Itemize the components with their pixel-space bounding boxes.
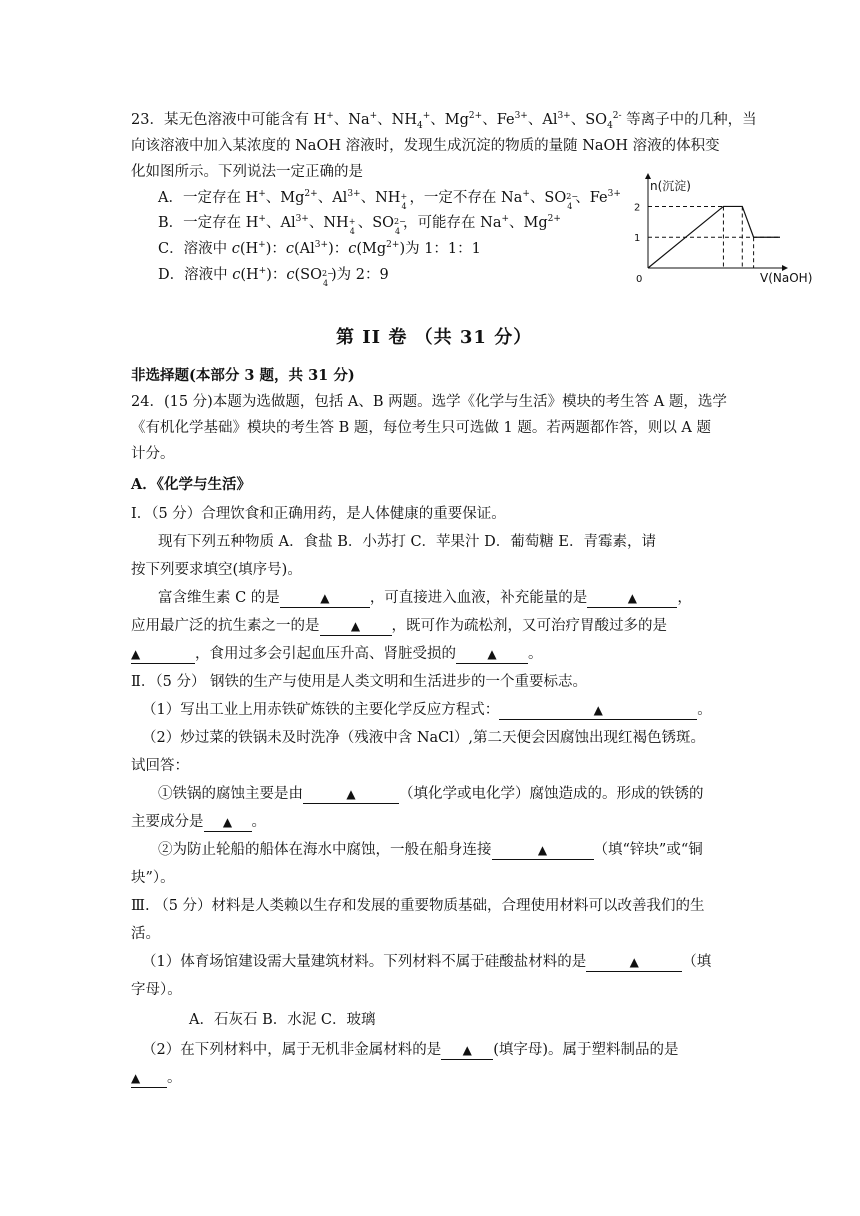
text: 、SO (570, 112, 608, 128)
text: 、Mg (265, 190, 305, 206)
triangle-icon: ▲ (627, 591, 637, 605)
text: ，可能存在 Na (403, 215, 502, 231)
part-ii-heading: Ⅱ．（5 分） 钢铁的生产与使用是人类文明和生活进步的一个重要标志。 (131, 674, 588, 690)
text: c (286, 267, 295, 283)
answer-blank[interactable] (492, 841, 594, 860)
text: 。 (251, 814, 266, 830)
answer-blank[interactable] (131, 645, 195, 664)
part-ii-q2-i-cont (131, 812, 266, 832)
part-iii-q1 (142, 952, 711, 972)
triangle-icon: ▲ (320, 591, 330, 605)
part-ii-q2-cont: 试回答： (131, 758, 189, 774)
answer-blank[interactable] (587, 589, 677, 608)
text: c (231, 241, 240, 257)
part-a-heading: A．《化学与生活》 (131, 476, 251, 493)
text: 、Fe (575, 190, 608, 206)
text: （填“锌块”或“铜 (593, 842, 703, 858)
part-i-line3 (158, 588, 692, 608)
text: c (348, 241, 357, 257)
text: （1）写出工业上用赤铁矿炼铁的主要化学反应方程式： (142, 702, 500, 718)
text: 23．某无色溶液中可能含有 H (131, 112, 327, 128)
triangle-icon: ▲ (593, 703, 603, 717)
text: (Mg (356, 241, 387, 257)
part-iii-heading: Ⅲ. （5 分）材料是人类赖以生存和发展的重要物质基础，合理使用材料可以改善我们的生 (131, 898, 705, 914)
part-ii-q2: （2）炒过菜的铁锅未及时洗净（残液中含 NaCl）,第二天便会因腐蚀出现红褐色锈斑。 (142, 730, 706, 746)
x-axis-label: V(NaOH) (760, 271, 813, 285)
answer-blank[interactable] (586, 953, 682, 972)
text: (H (239, 241, 259, 257)
text: 、Mg (509, 215, 548, 231)
text: ，既可作为疏松剂，又可治疗胃酸过多的是 (391, 618, 667, 634)
text: 、NH (308, 215, 349, 231)
text: c (285, 241, 294, 257)
answer-blank[interactable] (441, 1041, 493, 1060)
part-iii-heading-cont: 活。 (131, 926, 160, 942)
text: )： (328, 241, 349, 257)
triangle-icon: ▲ (222, 815, 233, 829)
triangle-icon: ▲ (462, 1043, 472, 1057)
triangle-icon: ▲ (629, 955, 639, 969)
part-ii-q2-ii-cont: 块”）。 (131, 870, 175, 886)
text: （2）在下列材料中，属于无机非金属材料的是 (142, 1042, 442, 1058)
text: (Al (294, 241, 315, 257)
part-i-heading: Ⅰ．（5 分）合理饮食和正确用药，是人体健康的重要保证。 (131, 506, 506, 522)
text: ，一定不存在 Na (409, 190, 523, 206)
origin-label: 0 (636, 274, 643, 285)
part-i-line4 (131, 616, 667, 636)
precipitate-chart (620, 170, 813, 290)
text: ，食用过多会引起血压升高、肾脏受损的 (195, 646, 456, 662)
text: 、SO (529, 190, 567, 206)
triangle-icon: ▲ (131, 1071, 141, 1085)
text: 、Al (317, 190, 348, 206)
answer-blank[interactable] (320, 617, 392, 636)
triangle-icon: ▲ (131, 647, 141, 661)
text: ①铁锅的腐蚀主要是由 (158, 786, 303, 802)
part-iii-q2 (142, 1040, 679, 1060)
q23-option-b: B．一定存在 H+、$Al^{3+}$、NH + 4 、SO 2− 4 ，可能存在 Na+、$Mg^{2+}$ (158, 214, 561, 236)
part-i-line1: 现有下列五种物质 A．食盐 B．小苏打 C．苹果汁 D．葡萄糖 E．青霉素，请 (158, 534, 656, 550)
y-tick-label: 2 (634, 202, 641, 214)
part-ii-q1 (142, 700, 712, 720)
text: (H (240, 267, 259, 283)
text: 、Fe (482, 112, 515, 128)
text: )： (266, 267, 287, 283)
answer-blank[interactable] (499, 701, 697, 720)
triangle-icon: ▲ (350, 619, 361, 633)
text: 、NH (377, 112, 417, 128)
part-iii-q1-cont: 字母）。 (131, 982, 182, 998)
text: B．一定存在 H (158, 215, 259, 231)
text: )： (265, 241, 286, 257)
text: 。 (528, 646, 543, 662)
text: 、NH (360, 190, 401, 206)
text: 、Al (265, 215, 296, 231)
q24-line1: 24．(15 分)本题为选做题，包括 A、B 两题。选学《化学与生活》模块的考生答 A 题，选学 (131, 394, 727, 410)
q23-option-c: C．溶液中 c(H+)：$c(Al^{3+})$：$c(Mg^{2+})$为 1：1：1 (158, 240, 481, 257)
answer-blank[interactable] (456, 645, 528, 664)
answer-blank[interactable] (131, 1069, 167, 1088)
q23-line2: 向该溶液中加入某浓度的 NaOH 溶液时，发现生成沉淀的物质的量随 NaOH 溶液的体积变 (131, 138, 720, 154)
triangle-icon: ▲ (487, 647, 497, 661)
triangle-icon: ▲ (537, 843, 548, 857)
text: (SO (294, 267, 322, 283)
text: 、Mg (430, 112, 469, 128)
part-iii-q1-options: A．石灰石 B．水泥 C．玻璃 (189, 1012, 376, 1028)
text: )为 1：1：1 (399, 241, 481, 257)
q23-option-a: A．一定存在 H+、$Mg^{2+}$、$Al^{3+}$、NH + 4 ，一定不存在 Na+、SO 2− 4 、$Fe^{3+}$ (158, 189, 621, 211)
text: 。 (697, 702, 712, 718)
text: 应用最广泛的抗生素之一的是 (131, 618, 320, 634)
triangle-icon: ▲ (346, 787, 356, 801)
q23-line3: 化如图所示。下列说法一定正确的是 (131, 164, 363, 180)
answer-blank[interactable] (204, 813, 252, 832)
q24-line2: 《有机化学基础》模块的考生答 B 题，每位考生只可选做 1 题。若两题都作答，则以 A 题 (131, 420, 712, 436)
q23-option-d: D．溶液中 c(H+)：c(SO 2− 4 )为 2：9 (158, 266, 389, 288)
section-subtitle: 非选择题(本部分 3 题，共 31 分) (131, 367, 355, 384)
part-i-line2: 按下列要求填空(填序号)。 (131, 562, 302, 578)
text: （填 (682, 954, 712, 970)
text: 富含维生素 C 的是 (158, 590, 280, 606)
text: （填化学或电化学）腐蚀造成的。形成的铁锈的 (399, 786, 704, 802)
text: ②为防止轮船的船体在海水中腐蚀，一般在船身连接 (158, 842, 492, 858)
text: 、Al (527, 112, 558, 128)
text: （1）体育场馆建设需大量建筑材料。下列材料不属于硅酸盐材料的是 (142, 954, 587, 970)
text: 、Na (333, 112, 370, 128)
text: 。 (167, 1070, 182, 1086)
text: D．溶液中 (158, 267, 233, 283)
text: 、SO (357, 215, 395, 231)
y-tick-label: 1 (634, 233, 641, 245)
q23-line1: 23．某无色溶液中可能含有 H+、Na+、$NH_4^+$、$Mg^{2+}$、$Fe^{3+}$、$Al^{3+}$、$SO_4^{2-}$ 等离子中的几种，当 (131, 111, 757, 131)
y-axis-label: n(沉淀) (650, 179, 691, 193)
part-ii-q2-i (158, 784, 704, 804)
text: A．一定存在 H (158, 190, 259, 206)
text: (填字母)。属于塑料制品的是 (493, 1042, 679, 1058)
part-i-line5 (131, 644, 543, 664)
text: )为 2：9 (331, 267, 389, 283)
text: ，可直接进入血液，补充能量的是 (369, 590, 588, 606)
section-title: 第 II 卷 （共 31 分） (336, 327, 533, 348)
part-ii-q2-ii (158, 840, 703, 860)
text: 等离子中的几种，当 (621, 112, 757, 128)
text: c (232, 267, 241, 283)
text: ， (677, 590, 692, 606)
q24-line3: 计分。 (131, 446, 175, 462)
text: C．溶液中 (158, 241, 232, 257)
answer-blank[interactable] (280, 589, 370, 608)
part-iii-q2-cont (131, 1068, 182, 1088)
answer-blank[interactable] (303, 785, 399, 804)
text: 主要成分是 (131, 814, 204, 830)
